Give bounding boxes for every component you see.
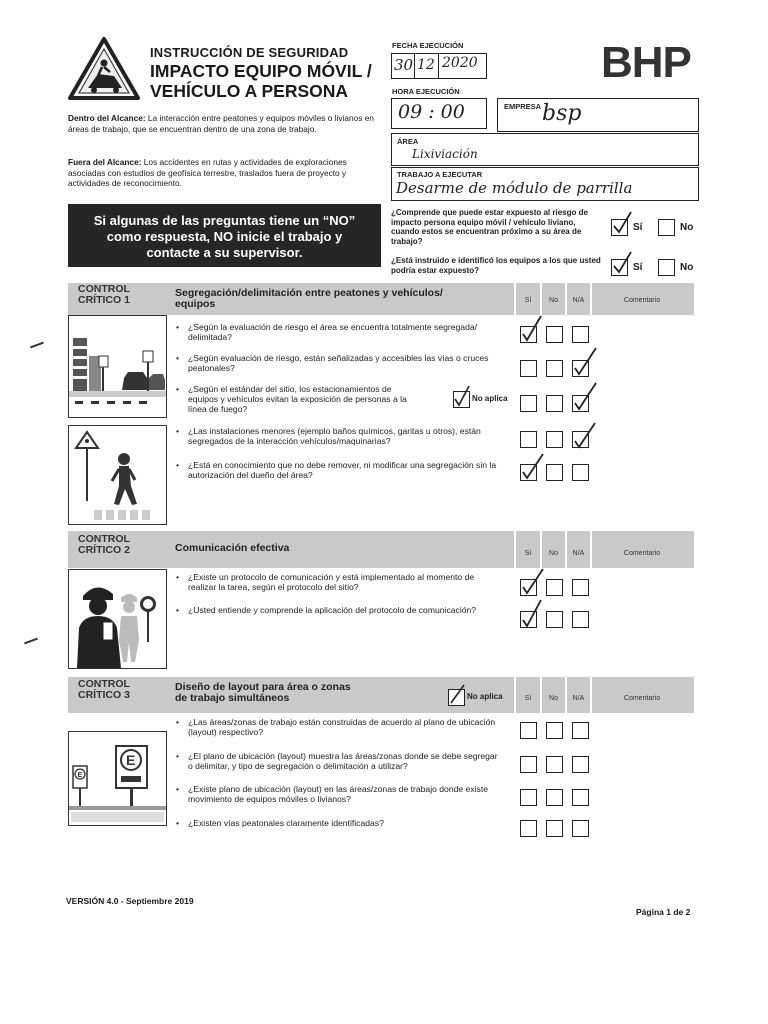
check-mark-icon [572,421,598,449]
warning-box [68,204,381,267]
check-mark-icon [612,249,634,275]
cc3-q4-no-checkbox[interactable] [546,820,563,837]
check-mark-icon [448,682,466,706]
prelim-1-no-checkbox[interactable] [658,219,675,236]
control-1-title: Segregación/delimitación entre peatones y vehículos/ equipos [175,287,443,310]
cc2-q1-na-checkbox[interactable] [572,579,589,596]
area-field[interactable] [391,133,699,166]
check-mark-icon [521,567,545,595]
cc2-q2-no-checkbox[interactable] [546,611,563,628]
warning-line2: como respuesta, NO inicie el trabajo y [106,229,343,244]
parking-layout-illustration [68,731,167,826]
area-label: ÁREA [397,137,419,146]
fuera-alcance-text: Los accidentes en rutas y actividades de exploraciones asociadas con estudios de geofísica terrestre, traslados fuera de proyecto y actividades de reconocimiento. [68,157,347,188]
prelim-question-2: ¿Está instruido e identificó los equipos a los que usted podría estar expuesto? [391,256,601,275]
prelim-question-1: ¿Comprende que puede estar expuesto al riesgo de impacto persona equipo móvil / vehículo liviano, cuando estos se encuentran próximo a su área de trabajo? [391,208,588,246]
empresa-value: bsp [542,101,582,126]
col-comentario-header: Comentario [623,297,661,304]
cc3-no-aplica-label: No aplica [467,692,503,701]
fecha-day: 30 [394,56,414,74]
check-mark-icon [521,598,545,628]
dentro-alcance [68,113,380,134]
check-mark-icon [612,210,634,236]
control-1-label: CONTROL CRÍTICO 1 [78,283,130,306]
col-na-header: N/A [572,550,585,557]
trabajo-field[interactable] [391,167,699,201]
cc3-q4-si-checkbox[interactable] [520,820,537,837]
trabajo-label: TRABAJO A EJECUTAR [397,170,483,179]
cc3-q1-na-checkbox[interactable] [572,722,589,739]
control-3-label: CONTROL CRÍTICO 3 [78,678,130,701]
pedestrian-illustration [68,425,167,525]
cc1-q3-no-aplica-label: No aplica [472,394,508,403]
control-band-3 [68,677,694,713]
fuera-alcance [68,157,380,189]
prelim-1-no-label: No [680,222,694,233]
area-value: Lixiviación [412,147,478,161]
prelim-2-no-checkbox[interactable] [658,259,675,276]
fecha-field[interactable] [391,53,487,79]
dentro-alcance-label: Dentro del Alcance: [68,113,146,123]
cc1-q5-no-checkbox[interactable] [546,464,563,481]
cc2-q1-no-checkbox[interactable] [546,579,563,596]
check-mark-icon [453,383,471,407]
brand-logo: BHP [601,38,691,87]
svg-text:E: E [77,772,83,779]
prelim-2-no-label: No [680,262,694,273]
control-2-title: Comunicación efectiva [175,542,290,554]
cc3-q2-si-checkbox[interactable] [520,756,537,773]
scan-mark [24,638,38,645]
col-na-header: N/A [572,297,585,304]
col-si-header: Sí [524,297,532,304]
col-no-header: No [549,297,558,304]
cc1-q3-no-checkbox[interactable] [546,395,563,412]
col-comentario-header: Comentario [623,550,661,557]
col-no-header: No [549,695,558,702]
prelim-1-si-label: Sí [633,222,643,233]
check-mark-icon [572,381,598,411]
communication-illustration [68,569,167,669]
street-crossing-illustration [68,315,167,418]
cc1-q1-na-checkbox[interactable] [572,326,589,343]
hora-label: HORA EJECUCIÓN [392,87,460,96]
hazard-triangle-icon [68,36,140,102]
dentro-alcance-text: La interacción entre peatones y equipos móviles o livianos en áreas de trabajo, que se encuentran dentro de una zona de trabajo. [68,113,374,134]
document-title-line1: IMPACTO EQUIPO MÓVIL / [150,61,372,81]
empresa-field[interactable] [497,98,699,132]
cc1-q2-no-checkbox[interactable] [546,360,563,377]
cc2-q2-na-checkbox[interactable] [572,611,589,628]
cc3-q2-na-checkbox[interactable] [572,756,589,773]
col-na-header: N/A [572,695,585,702]
fuera-alcance-label: Fuera del Alcance: [68,157,142,167]
cc3-q4-na-checkbox[interactable] [572,820,589,837]
cc3-q3-no-checkbox[interactable] [546,789,563,806]
check-mark-icon [521,314,543,342]
cc3-q1-no-checkbox[interactable] [546,722,563,739]
cc3-q3-si-checkbox[interactable] [520,789,537,806]
control-3-title: Diseño de layout para área o zonas de trabajo simultáneos [175,681,351,704]
document-title-line2: VEHÍCULO A PERSONA [150,81,349,101]
control-band-1 [68,283,694,315]
scan-mark [30,342,44,349]
control-2-label: CONTROL CRÍTICO 2 [78,533,130,556]
control-band-2 [68,531,694,568]
page-number: Página 1 de 2 [636,907,691,917]
check-mark-icon [521,452,545,480]
fecha-month: 12 [417,57,435,73]
warning-line3: contacte a su supervisor. [146,245,303,260]
cc1-q2-si-checkbox[interactable] [520,360,537,377]
hora-field[interactable] [391,98,487,129]
cc1-q4-no-checkbox[interactable] [546,431,563,448]
hora-value: 09 : 00 [398,101,465,123]
prelim-2-si-label: Sí [633,262,643,273]
cc3-q3-na-checkbox[interactable] [572,789,589,806]
instruction-label: INSTRUCCIÓN DE SEGURIDAD [150,45,349,60]
empresa-label: EMPRESA [504,102,542,111]
cc1-q5-na-checkbox[interactable] [572,464,589,481]
version-label: VERSIÓN 4.0 - Septiembre 2019 [66,896,194,906]
check-mark-icon [572,346,598,376]
cc1-q1-no-checkbox[interactable] [546,326,563,343]
svg-text:E: E [126,752,136,768]
col-si-header: Sí [524,550,532,557]
cc3-q2-no-checkbox[interactable] [546,756,563,773]
col-no-header: No [549,550,558,557]
trabajo-value: Desarme de módulo de parrilla [396,179,633,197]
cc3-q1-si-checkbox[interactable] [520,722,537,739]
cc1-q4-si-checkbox[interactable] [520,431,537,448]
col-si-header: Sí [524,695,532,702]
fecha-year: 2020 [442,55,478,71]
fecha-label: FECHA EJECUCIÓN [392,41,464,50]
col-comentario-header: Comentario [623,695,661,702]
cc1-q3-si-checkbox[interactable] [520,395,537,412]
warning-line1: Si algunas de las preguntas tiene un “NO” [93,213,356,228]
